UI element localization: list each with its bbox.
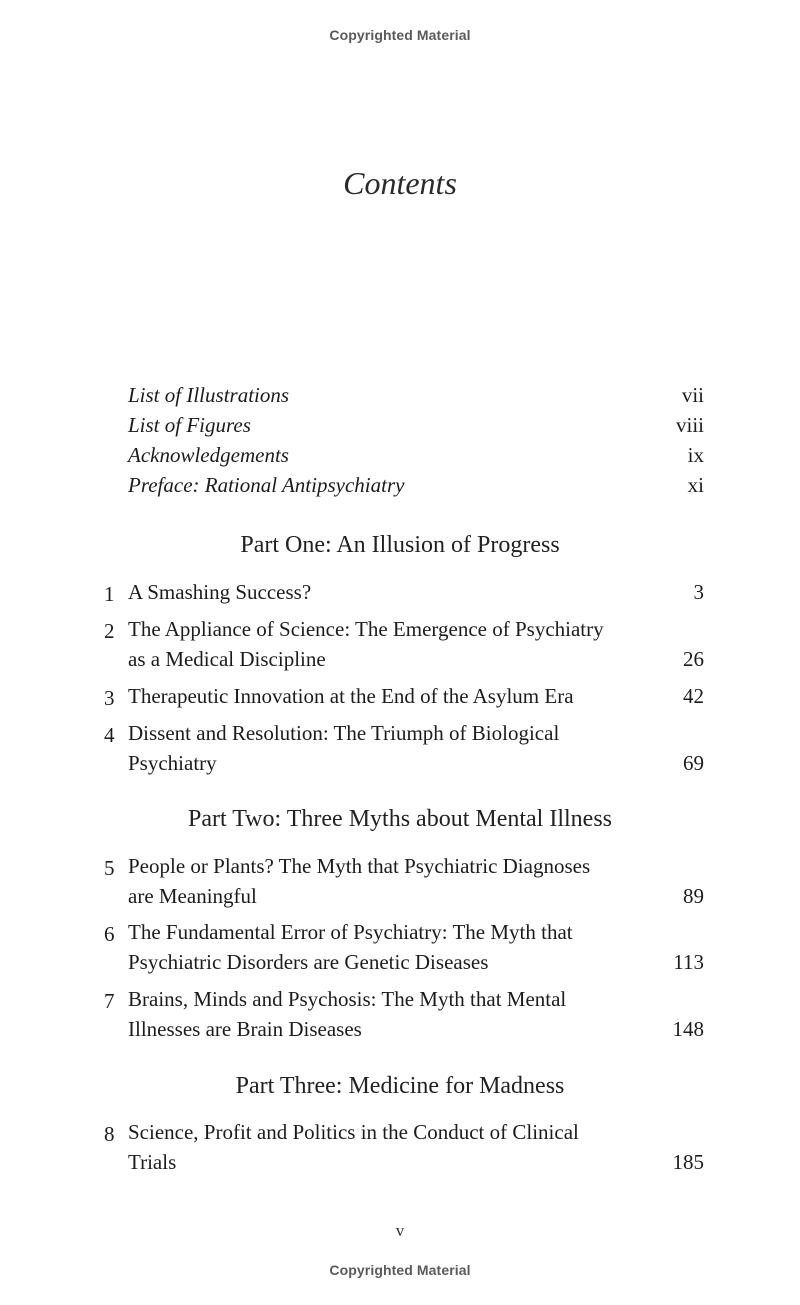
chapter-title-line: Psychiatric Disorders are Genetic Diseases <box>128 949 489 974</box>
toc-chapter-5[interactable] <box>104 852 704 911</box>
toc-chapter-2[interactable] <box>104 615 704 674</box>
toc-entry-title: List of Figures <box>128 413 251 437</box>
chapter-title-line: Trials <box>128 1149 177 1174</box>
toc-entry-page: xi <box>687 473 704 497</box>
toc-entry-list-of-figures[interactable] <box>128 413 704 443</box>
chapter-number: 4 <box>104 723 115 747</box>
chapter-title-line: A Smashing Success? <box>128 580 312 604</box>
chapter-title-line: The Fundamental Error of Psychiatry: The Myth that <box>128 920 573 944</box>
chapter-page: 148 <box>672 1016 704 1041</box>
chapter-number: 7 <box>104 989 115 1013</box>
chapter-number: 3 <box>104 686 115 710</box>
toc-chapter-1[interactable] <box>104 578 704 608</box>
chapter-page: 3 <box>693 580 704 604</box>
chapter-page: 42 <box>683 684 704 708</box>
toc-entry-title: Acknowledgements <box>128 443 289 467</box>
chapter-title-line: Illnesses are Brain Diseases <box>128 1016 362 1041</box>
chapter-number: 5 <box>104 856 115 880</box>
toc-entry-acknowledgements[interactable] <box>128 443 704 473</box>
chapter-title-line: Brains, Minds and Psychosis: The Myth that Mental <box>128 987 567 1011</box>
part-heading-three: Part Three: Medicine for Madness <box>235 1073 565 1099</box>
copyright-notice-top: Copyrighted Material <box>329 27 471 43</box>
toc-entry-page: ix <box>687 443 704 467</box>
chapter-title-line: Therapeutic Innovation at the End of the Asylum Era <box>128 684 574 708</box>
chapter-title-line: The Appliance of Science: The Emergence of Psychiatry <box>128 617 604 641</box>
chapter-page: 26 <box>683 646 704 671</box>
chapter-title-line: Dissent and Resolution: The Triumph of Biological <box>128 721 560 745</box>
toc-entry-title: List of Illustrations <box>128 383 290 407</box>
chapter-page: 185 <box>672 1149 704 1174</box>
front-matter-list <box>128 383 704 503</box>
chapter-number: 2 <box>104 619 115 643</box>
toc-chapter-7[interactable] <box>104 985 704 1044</box>
page-title: Contents <box>343 165 457 201</box>
chapter-page: 113 <box>673 949 704 974</box>
chapter-page: 89 <box>683 883 704 908</box>
toc-entry-page: viii <box>675 413 704 437</box>
toc-entry-list-of-illustrations[interactable] <box>128 383 704 413</box>
toc-entry-title: Preface: Rational Antipsychiatry <box>128 473 405 497</box>
chapter-title-line: People or Plants? The Myth that Psychiatric Diagnoses <box>128 854 591 878</box>
part-heading-one: Part One: An Illusion of Progress <box>240 532 560 558</box>
chapter-title-line: as a Medical Discipline <box>128 646 326 671</box>
chapter-number: 1 <box>104 582 115 606</box>
toc-chapter-3[interactable] <box>104 682 704 712</box>
chapter-title-line: Psychiatry <box>128 750 217 775</box>
part-heading-two: Part Two: Three Myths about Mental Illness <box>187 806 613 832</box>
chapter-title-line: are Meaningful <box>128 883 257 908</box>
toc-entry-preface[interactable] <box>128 473 704 503</box>
toc-entry-page: vii <box>681 383 704 407</box>
toc-chapter-6[interactable] <box>104 918 704 977</box>
chapter-title-line: Science, Profit and Politics in the Conduct of Clinical <box>128 1120 579 1144</box>
chapter-number: 6 <box>104 922 115 946</box>
chapter-number: 8 <box>104 1122 115 1146</box>
page-number: v <box>395 1221 405 1240</box>
copyright-notice-bottom: Copyrighted Material <box>329 1262 471 1278</box>
toc-chapter-4[interactable] <box>104 719 704 778</box>
toc-chapter-8[interactable] <box>104 1118 704 1177</box>
chapter-page: 69 <box>683 750 704 775</box>
